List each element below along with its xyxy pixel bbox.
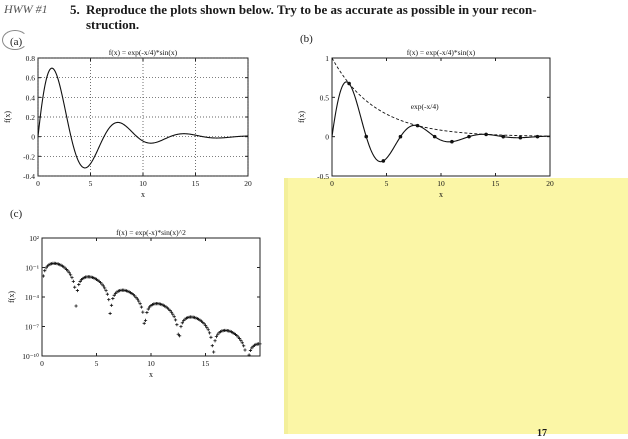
data-point-marker (416, 124, 420, 128)
x-tick-label: 20 (244, 179, 252, 188)
plot-c (0, 222, 290, 392)
plot-b (292, 44, 582, 200)
yellow-highlight (287, 178, 628, 434)
envelope-dashed-line (332, 58, 550, 136)
panel-label-c: (c) (10, 208, 23, 220)
y-tick-label: 10⁻¹⁰ (22, 352, 39, 361)
panel-label-a: (a) (10, 36, 23, 48)
chart-title: f(x) = exp(-x/4)*sin(x) (108, 48, 178, 57)
x-axis-label: x (149, 370, 153, 379)
problem-number: 5. (70, 2, 80, 17)
plus-marker (141, 311, 144, 314)
plus-marker (144, 319, 147, 322)
problem-statement (70, 2, 590, 32)
y-tick-label: 10⁻⁷ (24, 322, 39, 332)
chart-title: f(x) = exp(-x)*sin(x)^2 (116, 228, 186, 237)
plus-marker (212, 350, 215, 353)
plus-marker (208, 331, 211, 334)
data-point-marker (382, 159, 386, 163)
x-tick-label: 10 (147, 359, 155, 368)
x-tick-label: 20 (546, 179, 554, 188)
data-point-marker (501, 135, 505, 139)
plus-marker (174, 318, 177, 321)
plus-marker (72, 280, 75, 283)
plus-marker (213, 339, 216, 342)
plus-marker (242, 344, 245, 347)
data-point-marker (450, 140, 454, 144)
y-axis-label: f(x) (297, 111, 306, 123)
y-tick-label: 0 (31, 132, 35, 142)
plot-frame (332, 58, 550, 176)
x-tick-label: 15 (201, 359, 210, 368)
plus-marker (74, 304, 77, 307)
x-tick-label: 10 (437, 179, 445, 188)
plot-a (0, 44, 290, 200)
y-tick-label: -0.5 (317, 172, 329, 181)
x-axis-label: x (439, 190, 443, 199)
page-number: 17 (537, 428, 547, 439)
x-tick-label: 5 (94, 359, 99, 368)
data-point-marker (484, 133, 488, 137)
data-point-marker (433, 135, 437, 139)
x-tick-label: 5 (384, 179, 389, 188)
handwritten-note: HWW #1 (4, 2, 48, 16)
plus-marker (143, 322, 146, 325)
plus-marker (145, 311, 148, 314)
plus-marker (107, 298, 110, 301)
panel-label-b: (b) (300, 33, 313, 45)
plus-marker (70, 276, 73, 279)
x-axis-label: x (141, 190, 145, 199)
plus-marker (179, 325, 182, 328)
y-tick-label: 0.4 (25, 93, 35, 103)
x-tick-label: 0 (36, 179, 40, 188)
plus-marker (175, 323, 178, 326)
x-tick-label: 10 (139, 179, 147, 188)
data-point-marker (347, 82, 351, 86)
data-point-marker (536, 135, 540, 139)
plus-marker (243, 348, 246, 351)
data-point-marker (519, 136, 523, 140)
x-tick-label: 15 (191, 179, 200, 188)
plus-marker (211, 344, 214, 347)
plus-marker (140, 305, 143, 308)
y-tick-label: 10⁻⁴ (24, 293, 39, 302)
plus-marker (106, 293, 109, 296)
problem-text-line2: struction. (86, 17, 140, 32)
x-tick-label: 0 (330, 179, 334, 188)
y-tick-label: -0.4 (23, 172, 35, 181)
x-tick-label: 0 (40, 359, 44, 368)
x-tick-label: 5 (88, 179, 93, 188)
data-point-marker (364, 135, 368, 139)
plot-frame (42, 238, 260, 356)
y-tick-label: 0.2 (25, 113, 35, 122)
y-axis-label: f(x) (7, 291, 16, 303)
y-tick-label: 0.8 (25, 54, 35, 63)
plus-marker (77, 283, 80, 286)
data-point-marker (467, 135, 471, 139)
plus-marker (76, 289, 79, 292)
y-tick-label: 0.6 (25, 73, 35, 83)
plus-marker (73, 286, 76, 289)
plus-marker (111, 297, 114, 300)
y-tick-label: -0.2 (23, 152, 35, 162)
plus-marker (43, 269, 46, 272)
plus-marker (109, 312, 112, 315)
y-axis-label: f(x) (3, 111, 12, 123)
chart-title: f(x) = exp(-x/4)*sin(x) (406, 48, 476, 57)
function-line (332, 82, 550, 162)
envelope-annotation: exp(-x/4) (410, 102, 439, 112)
data-point-marker (399, 135, 403, 139)
plus-marker (209, 336, 212, 339)
y-tick-label: 1 (325, 54, 329, 63)
problem-text-line1: Reproduce the plots shown below. Try to be as accurate as possible in your recon- (86, 2, 537, 17)
y-tick-label: 0.5 (319, 93, 329, 103)
y-tick-label: 0 (325, 132, 329, 142)
plus-marker (110, 304, 113, 307)
x-tick-label: 15 (491, 179, 500, 188)
y-tick-label: 10⁻¹ (25, 263, 39, 273)
y-tick-label: 10² (29, 234, 39, 243)
